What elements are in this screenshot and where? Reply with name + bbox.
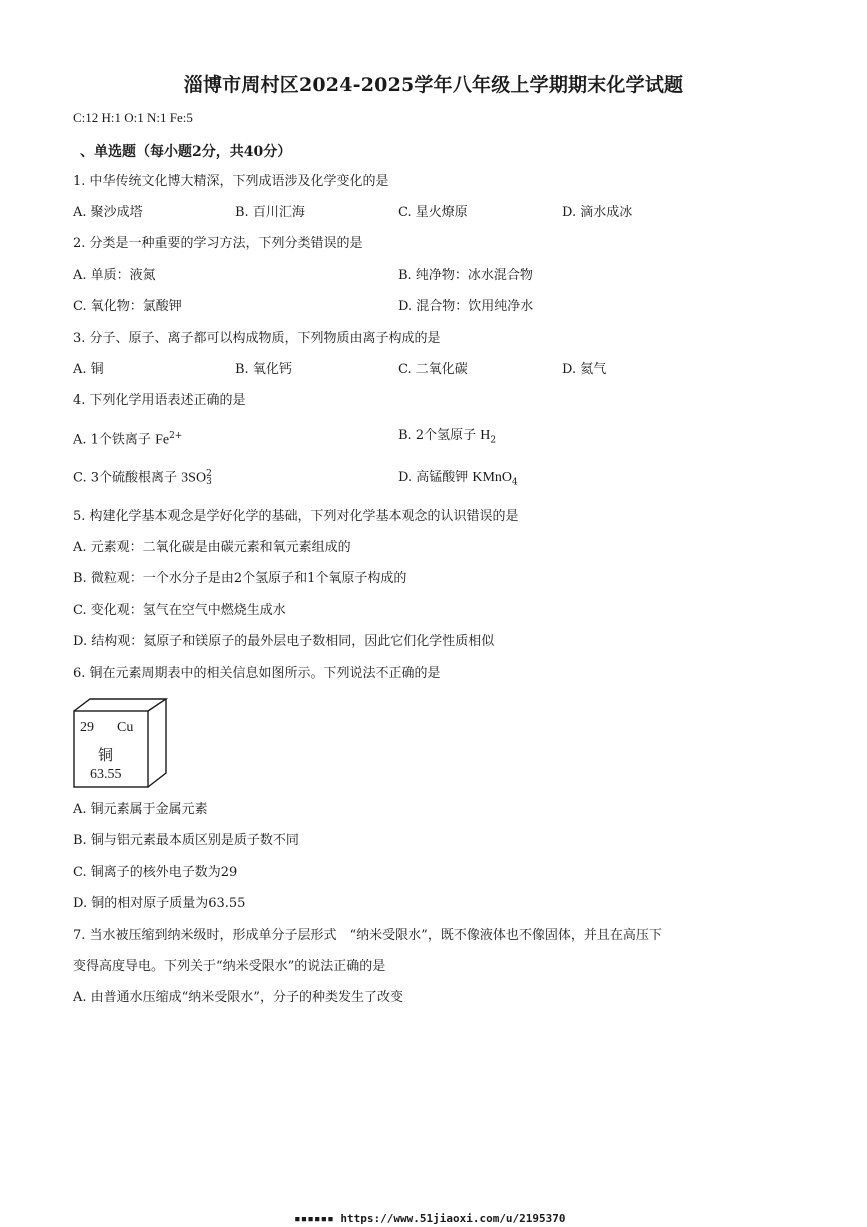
- footer-watermark: [294, 1212, 566, 1225]
- q4-option-b-label: B. 2个氢原子: [398, 428, 477, 443]
- element-symbol: Cu: [117, 720, 134, 735]
- atomic-masses: C:12 H:1 O:1 N:1 Fe:5: [73, 110, 193, 125]
- cube-outline: [72, 697, 172, 789]
- section-heading: 、单选题（每小题2分，共40分）: [80, 144, 292, 160]
- q1-option-d: D. 滴水成冰: [562, 205, 633, 220]
- q5-option-b: B. 微粒观：一个水分子是由2个氢原子和1个氧原子构成的: [73, 571, 407, 586]
- element-name: 铜: [98, 746, 114, 764]
- question-6-stem: 6. 铜在元素周期表中的相关信息如图所示。下列说法不正确的是: [73, 666, 441, 681]
- q4-option-c-label: C. 3个硫酸根离子: [73, 470, 178, 486]
- q4-option-d-formula: KMnO: [472, 470, 513, 485]
- q4-option-a-formula: Fe: [155, 432, 170, 448]
- q3-option-d: D. 氦气: [562, 362, 607, 377]
- q5-option-d: D. 结构观：氦原子和镁原子的最外层电子数相同，因此它们化学性质相似: [73, 634, 495, 649]
- q3-option-b: B. 氧化钙: [235, 362, 292, 377]
- q2-option-b: B. 纯净物：冰水混合物: [398, 268, 533, 283]
- q2-option-c: C. 氧化物：氯酸钾: [73, 299, 182, 314]
- q1-option-b: B. 百川汇海: [235, 205, 305, 220]
- question-2-stem: 2. 分类是一种重要的学习方法，下列分类错误的是: [73, 236, 363, 251]
- q2-option-a: A. 单质：液氮: [73, 268, 156, 283]
- q6-option-d: D. 铜的相对原子质量为63.55: [73, 896, 246, 911]
- q4-option-a-charge: 2+: [169, 431, 183, 441]
- q5-option-c: C. 变化观：氢气在空气中燃烧生成水: [73, 603, 286, 618]
- q1-option-c: C. 星火燎原: [398, 205, 468, 220]
- element-cube-figure: [72, 697, 172, 789]
- q4-option-a-label: A. 1个铁离子: [73, 432, 151, 448]
- q1-option-a: A. 聚沙成塔: [73, 205, 143, 220]
- q4-option-b-formula: H: [480, 428, 491, 443]
- element-atomic-number: 29: [80, 720, 94, 735]
- q4-option-d-label: D. 高锰酸钾: [398, 470, 469, 485]
- footer-url[interactable]: https://www.51jiaoxi.com/u/2195370: [333, 1212, 566, 1225]
- q4-option-d-subscript: 4: [512, 477, 518, 488]
- q4-option-d: [398, 470, 518, 491]
- q4-option-c-charge: 2: [206, 469, 212, 479]
- q4-option-c-formula: 3SO: [181, 470, 207, 486]
- question-3-stem: 3. 分子、原子、离子都可以构成物质，下列物质由离子构成的是: [73, 331, 441, 346]
- q2-option-d: D. 混合物：饮用纯净水: [398, 299, 534, 314]
- page-title: 淄博市周村区2024-2025学年八年级上学期期末化学试题: [183, 74, 684, 96]
- q4-option-c: [73, 470, 212, 487]
- q6-option-a: A. 铜元素属于金属元素: [73, 802, 208, 817]
- q5-option-a: A. 元素观：二氧化碳是由碳元素和氧元素组成的: [73, 540, 351, 555]
- q3-option-a: A. 铜: [73, 362, 104, 377]
- q6-option-c: C. 铜离子的核外电子数为29: [73, 865, 238, 880]
- q3-option-c: C. 二氧化碳: [398, 362, 468, 377]
- question-7-stem-line-2: 变得高度导电。下列关于“纳米受限水”的说法正确的是: [73, 959, 386, 974]
- question-4-stem: 4. 下列化学用语表述正确的是: [73, 393, 246, 408]
- element-atomic-mass: 63.55: [90, 767, 122, 782]
- footer-dots: ▪▪▪▪▪▪: [294, 1212, 334, 1225]
- q7-option-a: A. 由普通水压缩成“纳米受限水”，分子的种类发生了改变: [73, 990, 403, 1005]
- q4-option-c-subscript: 3: [206, 477, 212, 487]
- question-7-stem-line-1: 7. 当水被压缩到纳米级时，形成单分子层形式 “纳米受限水”，既不像液体也不像固体，并且在高压下: [73, 928, 662, 943]
- q4-option-a: [73, 428, 182, 448]
- question-5-stem: 5. 构建化学基本观念是学好化学的基础，下列对化学基本观念的认识错误的是: [73, 509, 519, 524]
- q6-option-b: B. 铜与铝元素最本质区别是质子数不同: [73, 833, 299, 848]
- q4-option-b-subscript: 2: [490, 435, 497, 446]
- question-1-stem: 1. 中华传统文化博大精深，下列成语涉及化学变化的是: [73, 174, 389, 189]
- q4-option-b: [398, 428, 496, 449]
